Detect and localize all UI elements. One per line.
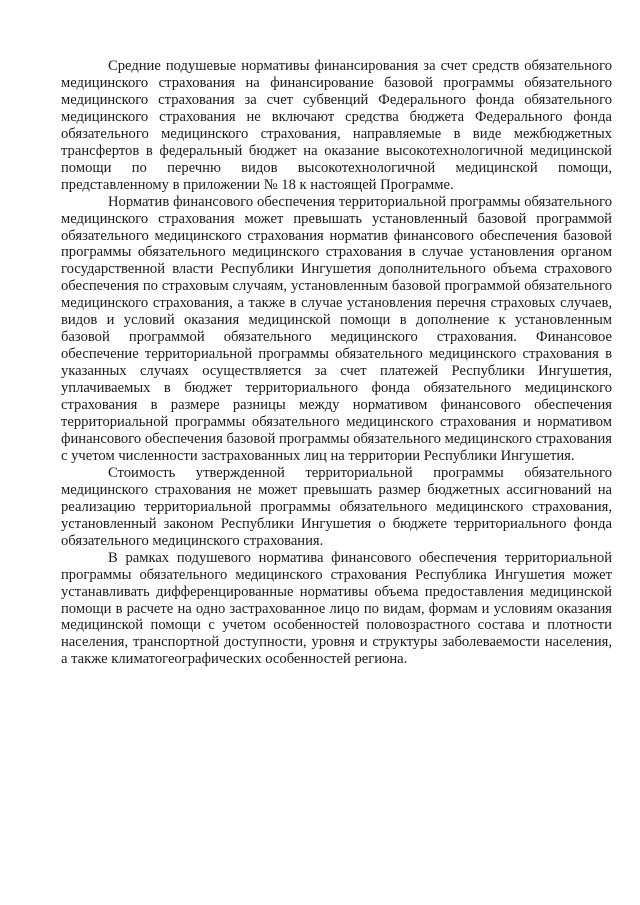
paragraph-differentiated-standards: В рамках подушевого норматива финансового обеспечения территориальной программы обязательного медицинского страхования Республика Ингушетия может устанавливать дифференцированные нормативы объема предоставления медицинской помощи в расчете на одно застрахованное лицо по видам, формам и условиям оказания медицинской помощи с учетом особенностей половозрастного состава и плотности населения, транспортной доступности, уровня и структуры заболеваемости населения, а также климатогеографических особенностей региона. bbox=[61, 549, 612, 668]
paragraph-financing-standard: Норматив финансового обеспечения территориальной программы обязательного медицинского страхования может превышать установленный базовой программой обязательного медицинского страхования норматив финансового обеспечения базовой программы обязательного медицинского страхования в случае установления органом государственной власти Республики Ингушетия дополнительного объема страхового обеспечения по страховым случаям, установленным базовой программой обязательного медицинского страхования, а также в случае установления перечня страховых случаев, видов и условий оказания медицинской помощи в дополнение к установленным базовой программой обязательного медицинского страхования. Финансовое обеспечение территориальной программы обязательного медицинского страхования в указанных случаях осуществляется за счет платежей Республики Ингушетия, уплачиваемых в бюджет территориального фонда обязательного медицинского страхования в размере разницы между нормативом финансового обеспечения территориальной программы обязательного медицинского страхования и нормативом финансового обеспечения базовой программы обязательного медицинского страхования с учетом численности застрахованных лиц на территории Республики Ингушетия. bbox=[61, 193, 612, 464]
paragraph-program-cost: Стоимость утвержденной территориальной программы обязательного медицинского страхования не может превышать размер бюджетных ассигнований на реализацию территориальной программы обязательного медицинского страхования, установленный законом Республики Ингушетия о бюджете территориального фонда обязательного медицинского страхования. bbox=[61, 464, 612, 549]
paragraph-per-capita-standards: Средние подушевые нормативы финансирования за счет средств обязательного медицинского страхования на финансирование базовой программы обязательного медицинского страхования за счет субвенций Федерального фонда обязательного медицинского страхования не включают средства бюджета Федерального фонда обязательного медицинского страхования, направляемые в виде межбюджетных трансфертов в федеральный бюджет на оказание высокотехнологичной медицинской помощи по перечню видов высокотехнологичной медицинской помощи, представленному в приложении № 18 к настоящей Программе. bbox=[61, 58, 612, 193]
document-page bbox=[61, 58, 612, 668]
